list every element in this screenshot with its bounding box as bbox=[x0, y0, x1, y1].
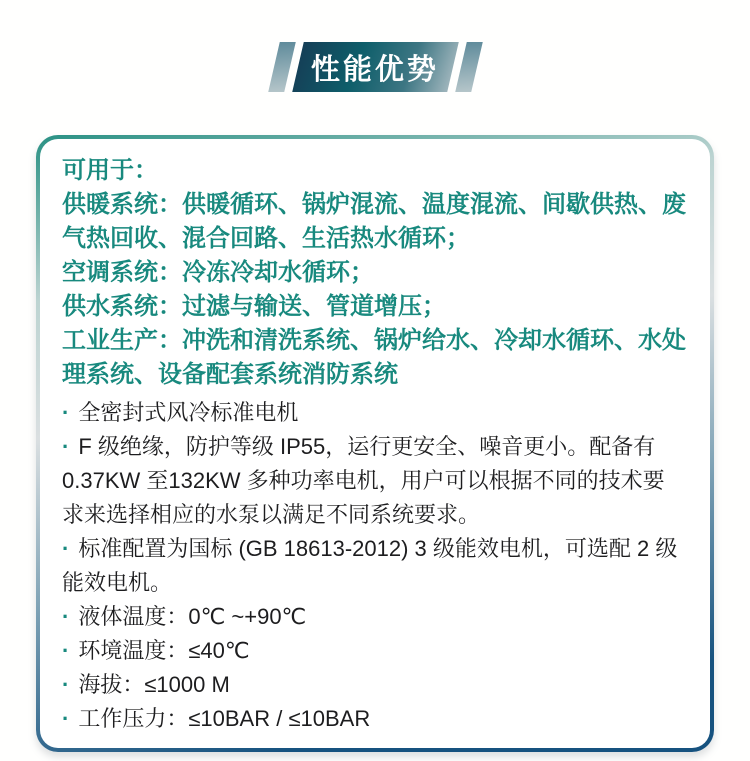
bullet-icon: · bbox=[62, 400, 70, 425]
bullet-icon: · bbox=[62, 604, 70, 629]
advantages-card bbox=[40, 139, 710, 748]
feature-text-ambient-temp: 环境温度：≤40℃ bbox=[78, 638, 250, 663]
bullet-icon: · bbox=[62, 536, 70, 561]
feature-item bbox=[62, 668, 686, 702]
bullet-icon: · bbox=[62, 638, 70, 663]
bullet-icon: · bbox=[62, 706, 70, 731]
application-line-hvac: 空调系统：冷冻冷却水循环； bbox=[62, 259, 374, 286]
applications-intro: 可用于： bbox=[62, 157, 158, 184]
application-line-water: 供水系统：过滤与输送、管道增压； bbox=[62, 293, 446, 320]
feature-item bbox=[62, 396, 686, 430]
feature-text-pressure: 工作压力：≤10BAR / ≤10BAR bbox=[78, 706, 371, 731]
feature-text-motor: 全密封式风冷标准电机 bbox=[78, 400, 299, 425]
feature-text-efficiency: 标准配置为国标 (GB 18613-2012) 3 级能效电机，可选配 2 级能效电机。 bbox=[62, 536, 678, 595]
feature-item bbox=[62, 702, 686, 736]
feature-item bbox=[62, 600, 686, 634]
feature-item bbox=[62, 634, 686, 668]
section-header bbox=[0, 42, 750, 92]
features-block bbox=[62, 396, 686, 736]
bullet-icon: · bbox=[62, 672, 70, 697]
application-line-industry: 工业生产：冲洗和清洗系统、锅炉给水、冷却水循环、水处理系统、设备配套系统消防系统 bbox=[62, 327, 686, 388]
advantages-card-border bbox=[36, 135, 714, 752]
feature-text-liquid-temp: 液体温度：0℃ ~+90℃ bbox=[78, 604, 307, 629]
feature-text-insulation: F 级绝缘，防护等级 IP55，运行更安全、噪音更小。配备有 0.37KW 至132KW 多种功率电机，用户可以根据不同的技术要求来选择相应的水泵以满足不同系统要求。 bbox=[62, 434, 665, 527]
accent-parallelogram-left-icon bbox=[268, 42, 296, 92]
section-title: 性能优势 bbox=[310, 53, 439, 86]
feature-item bbox=[62, 532, 686, 600]
accent-parallelogram-right-icon bbox=[455, 42, 483, 92]
bullet-icon: · bbox=[62, 434, 70, 459]
applications-block bbox=[62, 154, 686, 392]
feature-item bbox=[62, 430, 686, 532]
section-title-badge bbox=[292, 42, 459, 92]
feature-text-altitude: 海拔：≤1000 M bbox=[78, 672, 230, 697]
application-line-heating: 供暖系统：供暖循环、锅炉混流、温度混流、间歇供热、废气热回收、混合回路、生活热水循环； bbox=[62, 191, 686, 252]
